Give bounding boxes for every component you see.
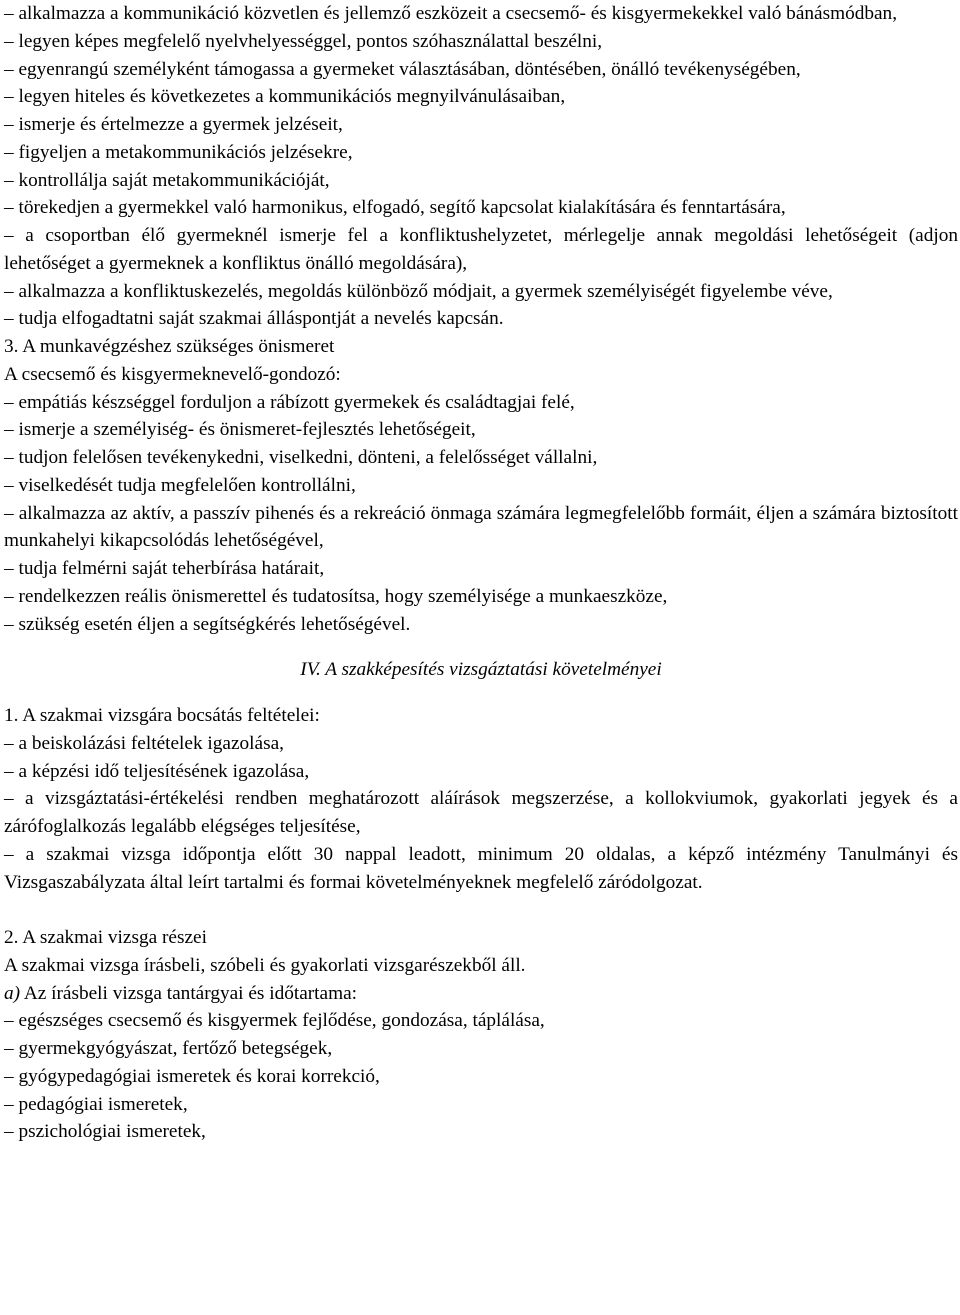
section-title: 2. A szakmai vizsga részei (4, 927, 207, 948)
competence-list (4, 0, 958, 333)
list-item: – kontrollálja saját metakommunikációját, (4, 169, 330, 191)
list-item: – egyenrangú személyként támogassa a gyermeket választásában, döntésében, önálló tevékenységében, (4, 58, 801, 80)
list-item: – gyógypedagógiai ismeretek és korai korrekció, (4, 1065, 380, 1087)
subsection-label: a) (4, 982, 21, 1004)
list-item: – egészséges csecsemő és kisgyermek fejlődése, gondozása, táplálása, (4, 1010, 545, 1032)
list-item: – szükség esetén éljen a segítségkérés lehetőségével. (4, 613, 411, 635)
list-item: – alkalmazza a konfliktuskezelés, megoldás különböző módjait, a gyermek személyiségét figyelembe véve, (4, 280, 833, 302)
section-title: 3. A munkavégzéshez szükséges önismeret (4, 336, 335, 357)
chapter-heading: IV. A szakképesítés vizsgáztatási követelményei (300, 659, 662, 681)
subsection-title (4, 980, 958, 1008)
list-item: – tudjon felelősen tevékenykedni, viselkedni, dönteni, a felelősséget vállalni, (4, 447, 598, 468)
list-item: – alkalmazza az aktív, a passzív pihenés és a rekreáció önmaga számára legmegfelelőbb formáit, éljen a számára biztosított munkahelyi kikapcsolódás lehetőségével, (4, 502, 958, 552)
list-item: – legyen hiteles és következetes a kommunikációs megnyilvánulásaiban, (4, 86, 566, 108)
list-item: – a csoportban élő gyermeknél ismerje fel a konfliktushelyzetet, mérlegelje annak megoldási lehetőségeit (adjon lehetőséget a gyermeknek a konfliktus önálló megoldására), (4, 225, 958, 274)
section-exam-conditions (4, 702, 958, 896)
section-intro: A csecsemő és kisgyermeknevelő-gondozó: (4, 363, 341, 385)
list-item: – tudja felmérni saját teherbírása határait, (4, 558, 325, 579)
section-intro: A szakmai vizsga írásbeli, szóbeli és gyakorlati vizsgarészekből áll. (4, 954, 526, 976)
list-item: – pszichológiai ismeretek, (4, 1121, 206, 1143)
list-item: – a képzési idő teljesítésének igazolása, (4, 760, 310, 782)
list-item: – gyermekgyógyászat, fertőző betegségek, (4, 1038, 333, 1059)
list-item: – a vizsgáztatási-értékelési rendben meghatározott aláírások megszerzése, a kollokviumok, gyakorlati jegyek és a zárófoglalkozás legalább elégséges teljesítése, (4, 788, 958, 837)
spacer (4, 896, 958, 924)
list-item: – a beiskolázási feltételek igazolása, (4, 732, 284, 754)
list-item: – alkalmazza a kommunikáció közvetlen és jellemző eszközeit a csecsemő- és kisgyermekekkel való bánásmódban, (4, 3, 898, 24)
list-item: – tudja elfogadtatni saját szakmai álláspontját a nevelés kapcsán. (4, 308, 504, 330)
list-item: – pedagógiai ismeretek, (4, 1093, 188, 1115)
list-item: – ismerje és értelmezze a gyermek jelzéseit, (4, 114, 343, 135)
list-item: – rendelkezzen reális önismerettel és tudatosítsa, hogy személyisége a munkaeszköze, (4, 585, 668, 607)
spacer (4, 684, 958, 702)
section-self-knowledge (4, 333, 958, 638)
list-item: – empátiás készséggel forduljon a rábízott gyermekek és családtagjai felé, (4, 391, 575, 413)
list-item: – viselkedését tudja megfelelően kontrollálni, (4, 474, 356, 496)
list-item: – figyeljen a metakommunikációs jelzésekre, (4, 141, 353, 163)
list-item: – ismerje a személyiség- és önismeret-fejlesztés lehetőségeit, (4, 419, 476, 441)
subsection-text: Az írásbeli vizsga tantárgyai és időtartama: (20, 982, 358, 1004)
section-exam-parts (4, 924, 958, 1146)
spacer (4, 638, 958, 656)
section-title: 1. A szakmai vizsgára bocsátás feltételei: (4, 705, 320, 726)
list-item: – legyen képes megfelelő nyelvhelyességgel, pontos szóhasználattal beszélni, (4, 30, 603, 52)
list-item: – a szakmai vizsga időpontja előtt 30 nappal leadott, minimum 20 oldalas, a képző intézmény Tanulmányi és Vizsgaszabályzata által leírt tartalmi és formai követelményeknek megfelelő záródolgozat. (4, 843, 958, 893)
document-page (4, 0, 958, 1146)
list-item: – törekedjen a gyermekkel való harmonikus, elfogadó, segítő kapcsolat kialakítására és fenntartására, (4, 197, 786, 219)
